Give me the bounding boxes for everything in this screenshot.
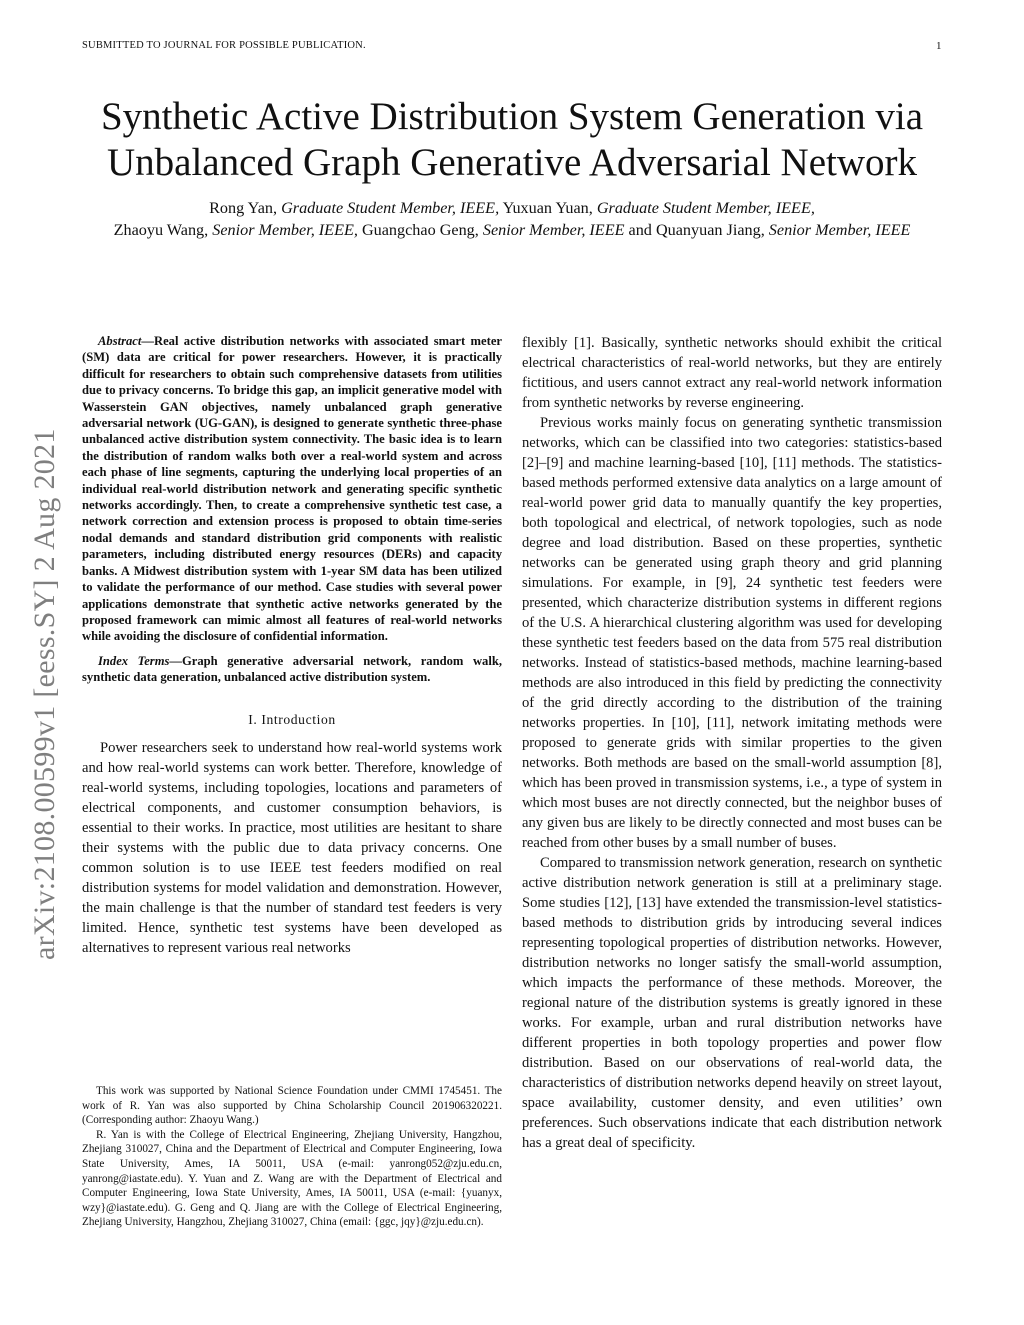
author-role: Graduate Student Member, IEEE, bbox=[281, 199, 500, 217]
footnote-affiliations: R. Yan is with the College of Electrical Engineering, Zhejiang University, Hangzhou, Zhejiang 310027, China and the Department of Electrical and Computer Engineering, Iowa State University, Ames, IA 50011, USA (e-mail: yanrong052@zju.edu.cn, yanrong@iastate.edu). Y. Yuan and Z. Wang are with the Department of Electrical and Computer Engineering, Iowa State University, Ames, IA 50011, USA (e-mail: {yuanyx, wzy}@iastate.edu). G. Geng and Q. Jiang are with the College of Electrical Engineering, Zhejiang University, Hangzhou, Zhejiang 310027, China (email: {ggc, jqy}@zju.edu.cn). bbox=[82, 1128, 502, 1229]
author-role: Senior Member, IEEE, bbox=[212, 220, 358, 239]
title-line-2: Unbalanced Graph Generative Adversarial Network bbox=[107, 141, 917, 184]
paper-title bbox=[40, 94, 984, 186]
author-role: Graduate Student Member, IEEE, bbox=[596, 199, 815, 217]
author-role: Senior Member, IEEE bbox=[482, 220, 625, 239]
index-terms-text: —Graph generative adversarial network, random walk, synthetic data generation, unbalanced active distribution system. bbox=[82, 653, 502, 685]
right-column bbox=[522, 333, 942, 1153]
intro-paragraph: Power researchers seek to understand how real-world systems work and how real-world systems can work better. Therefore, knowledge of real-world systems, including topologies, locations and parameters of electrical components, and customer consumption behaviors, is essential to their works. In practice, most utilities are hesitant to share their systems with the public due to data privacy concerns. One common solution is to use IEEE test feeders modified on real distribution systems for model validation and demonstration. However, the main challenge is that the number of standard test feeders is very limited. Hence, synthetic test systems have been developed as alternatives to represent various real networks bbox=[82, 739, 502, 956]
body-paragraph: Compared to transmission network generation, research on synthetic active distribution network generation is still at a preliminary stage. Some studies [12], [13] have extended the transmission-level statistics-based methods to distribution grids by introducing several indices representing topological properties of distribution networks. However, distribution networks no longer satisfy the small-world assumption, which impacts the performance of these methods. Moreover, the regional nature of the distribution systems is greatly ignored in these works. For example, urban and rural distribution networks have different properties in both topology properties and power flow distribution. Based on our observations of real-world data, the characteristics of distribution networks depend heavily on street layout, space availability, customer density, and even utilities’ own preferences. Such observations indicate that each distribution network has a great deal of specificity. bbox=[522, 855, 942, 1151]
running-head: SUBMITTED TO JOURNAL FOR POSSIBLE PUBLICATION. bbox=[82, 40, 366, 51]
left-column bbox=[82, 333, 502, 958]
author-name: Guangchao Geng, bbox=[357, 220, 483, 239]
footnotes bbox=[82, 1084, 502, 1230]
abstract-text: —Real active distribution networks with associated smart meter (SM) data are critical for power researchers. However, it is practically difficult for researchers to obtain such comprehensive datasets from utilities due to privacy concerns. To bridge this gap, an implicit generative model with Wasserstein GAN objectives, namely unbalanced graph generative adversarial network (UG-GAN), is designed to generate synthetic three-phase unbalanced active distribution system connectivity. The basic idea is to learn the distribution of random walks both over a real-world system and across each phase of line segments, capturing the underlying local properties of an individual real-world distribution network and generating specific synthetic networks accordingly. Then, to create a comprehensive synthetic test case, a network correction and extension process is proposed to obtain time-series nodal demands and standard distribution grid components with realistic parameters, including distributed energy resources (DERs) and capacity banks. A Midwest distribution system with 1-year SM data has been utilized to validate the performance of our method. Case studies with several power applications demonstrate that synthetic active networks generated by the proposed framework can mimic almost all features of real-world networks while avoiding the disclosure of confidential information. bbox=[82, 334, 502, 644]
author-name: Yuxuan Yuan, bbox=[499, 199, 597, 217]
author-list bbox=[90, 198, 934, 241]
body-paragraph: Previous works mainly focus on generating synthetic transmission networks, which can be classified into two categories: statistics-based [2]–[9] and machine learning-based [10], [11] methods. The statistics-based methods performed extensive data analytics on a large amount of real-world power grid data to manually quantify the key properties, both topological and electrical, of network topologies, such as node degree and load distribution. Based on these properties, synthetic networks can be generated using graph theory and grid planning simulations. For example, in [9], 24 synthetic test feeders were presented, which characterize distribution systems in different regions of the U.S. A hierarchical clustering algorithm was used for developing these synthetic test feeders based on the data from 575 real distribution networks. Instead of statistics-based methods, machine learning-based methods are also introduced in this field by predicting the connectivity of the grid directly according to the distribution of the training networks properties. In [10], [11], network imitating methods were proposed to generate grids with similar properties to the given networks. Both methods are based on the small-world assumption [8], which has been proved in transmission systems, i.e., a type of system in which most buses are not directly connected, but the neighbor buses of any given bus are likely to be directly connected and most buses can be reached from other buses by a small number of buses. bbox=[522, 415, 942, 851]
author-name: and Quanyuan Jiang, bbox=[624, 220, 769, 239]
footnote-funding: This work was supported by National Science Foundation under CMMI 1745451. The work of R. Yan was also supported by China Scholarship Council 201906320221. (Corresponding author: Zhaoyu Wang.) bbox=[82, 1085, 502, 1127]
body-paragraph: flexibly [1]. Basically, synthetic networks should exhibit the critical electrical characteristics of real-world networks, but they are entirely fictitious, and users cannot extract any real-world network information from synthetic networks by reverse engineering. bbox=[522, 335, 942, 411]
abstract bbox=[82, 333, 502, 645]
index-terms-label: Index Terms bbox=[98, 653, 170, 668]
section-heading-introduction: I. Introduction bbox=[248, 711, 336, 727]
title-line-1: Synthetic Active Distribution System Generation via bbox=[100, 95, 924, 138]
arxiv-identifier: arXiv:2108.00599v1 [eess.SY] 2 Aug 2021 bbox=[28, 428, 61, 960]
author-role: Senior Member, IEEE bbox=[768, 220, 911, 239]
author-name: Rong Yan, bbox=[209, 199, 282, 217]
abstract-label: Abstract bbox=[98, 334, 142, 348]
page-number: 1 bbox=[936, 40, 942, 52]
author-name: Zhaoyu Wang, bbox=[113, 220, 213, 239]
index-terms bbox=[82, 653, 502, 686]
